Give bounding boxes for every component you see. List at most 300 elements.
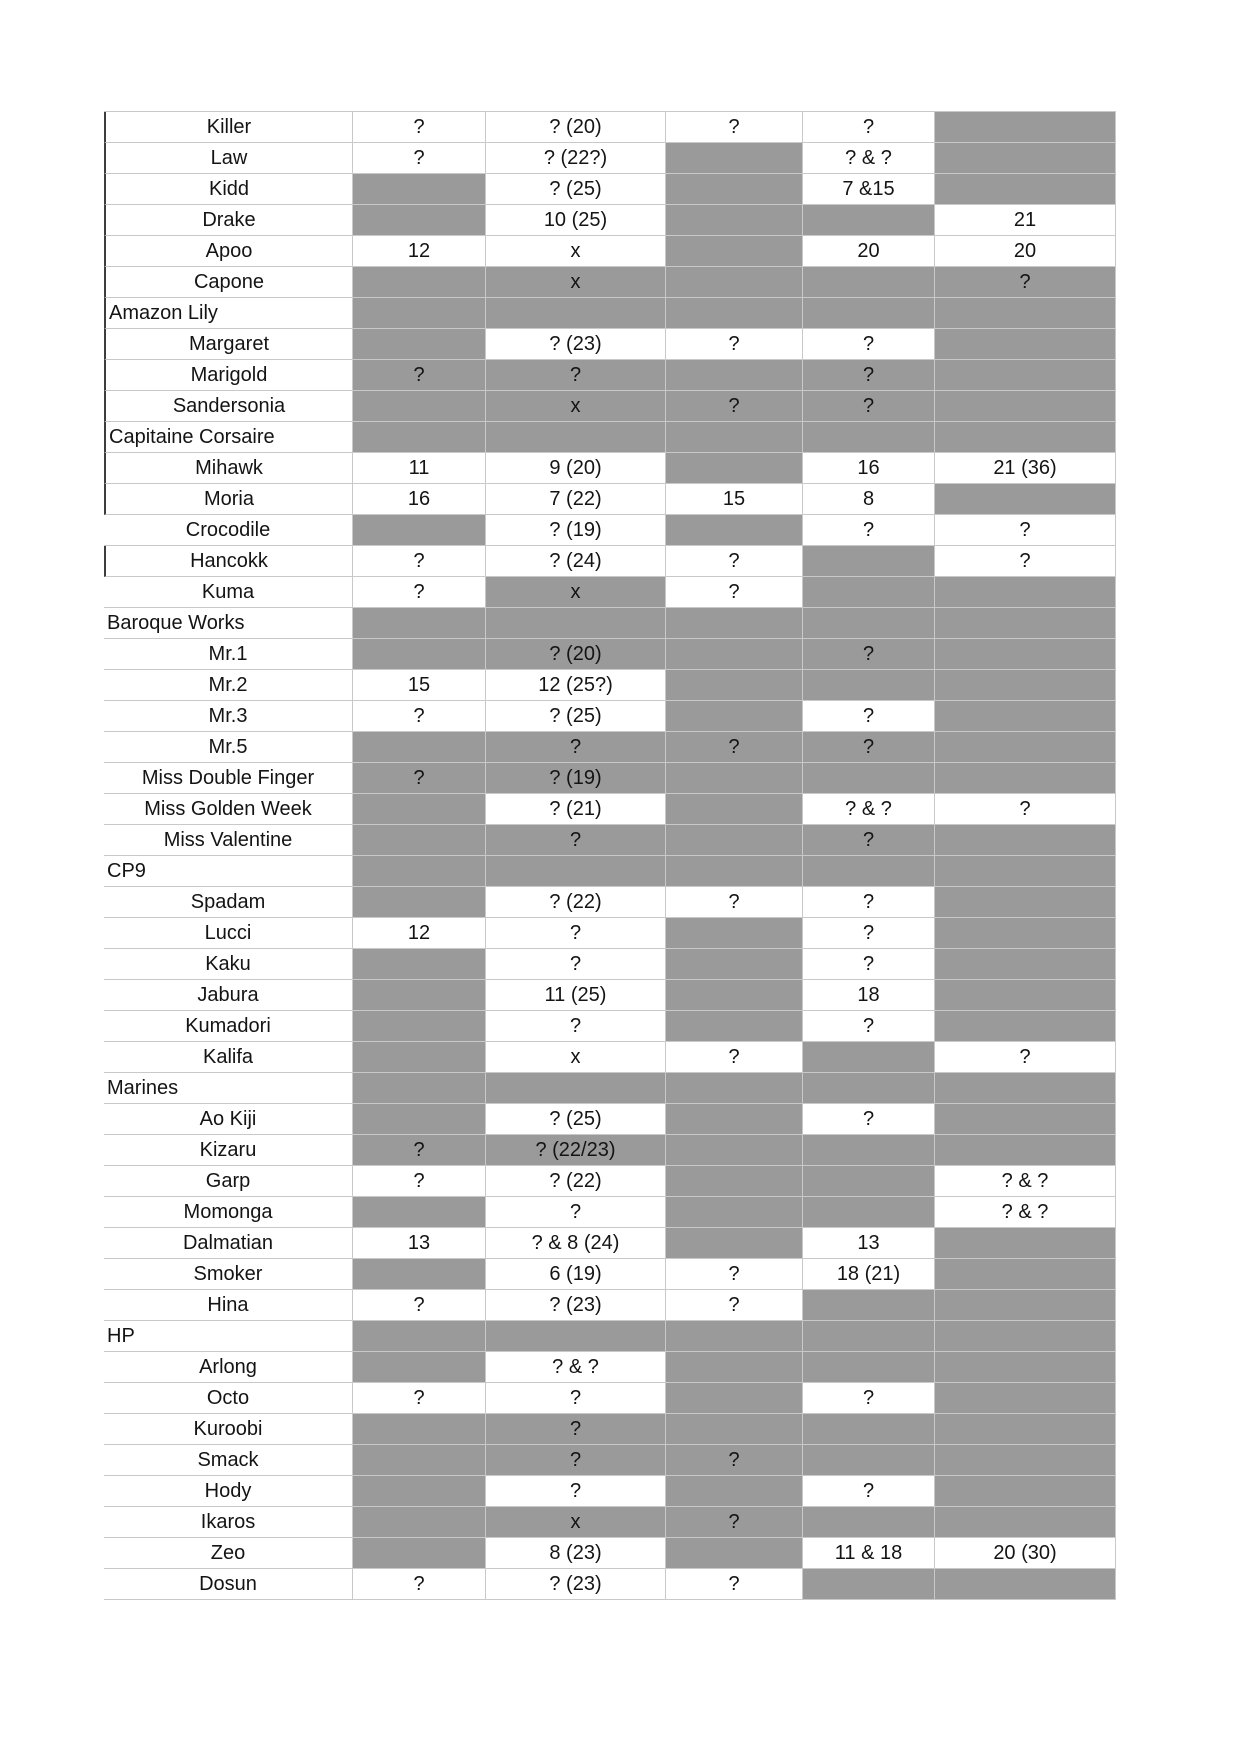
table-row [104, 825, 1116, 856]
group-header-cell[interactable]: Amazon Lily [104, 298, 353, 329]
value-cell[interactable] [353, 1073, 486, 1104]
value-cell[interactable] [803, 546, 935, 577]
value-cell[interactable] [935, 112, 1116, 143]
name-cell[interactable]: Hina [104, 1290, 353, 1321]
value-cell[interactable]: ? & ? [486, 1352, 666, 1383]
value-cell[interactable]: ? & ? [935, 1166, 1116, 1197]
value-cell[interactable]: ? [803, 639, 935, 670]
name-cell[interactable]: Mr.5 [104, 732, 353, 763]
name-cell[interactable]: Crocodile [104, 515, 353, 546]
name-cell[interactable]: Kuroobi [104, 1414, 353, 1445]
value-cell[interactable] [353, 856, 486, 887]
name-cell[interactable]: Sandersonia [104, 391, 353, 422]
value-cell[interactable]: ? [353, 112, 486, 143]
value-cell[interactable]: ? [935, 267, 1116, 298]
value-cell[interactable]: 11 (25) [486, 980, 666, 1011]
value-cell[interactable]: ? [935, 794, 1116, 825]
value-cell[interactable]: 15 [353, 670, 486, 701]
value-cell[interactable]: ? [803, 391, 935, 422]
value-cell[interactable] [666, 174, 803, 205]
value-cell[interactable]: ? [353, 1383, 486, 1414]
name-cell[interactable]: Kumadori [104, 1011, 353, 1042]
value-cell[interactable]: 8 (23) [486, 1538, 666, 1569]
value-cell[interactable] [803, 205, 935, 236]
value-cell[interactable] [666, 701, 803, 732]
value-cell[interactable]: ? [666, 577, 803, 608]
value-cell[interactable] [935, 391, 1116, 422]
value-cell[interactable]: ? (23) [486, 1569, 666, 1600]
value-cell[interactable] [353, 1414, 486, 1445]
value-cell[interactable]: ? [666, 732, 803, 763]
value-cell[interactable]: ? (22) [486, 1166, 666, 1197]
value-cell[interactable]: ? [803, 1383, 935, 1414]
value-cell[interactable]: 13 [803, 1228, 935, 1259]
table-row [104, 1228, 1116, 1259]
value-cell[interactable] [666, 794, 803, 825]
value-cell[interactable] [666, 143, 803, 174]
value-cell[interactable] [353, 267, 486, 298]
value-cell[interactable] [803, 608, 935, 639]
value-cell[interactable]: ? [666, 112, 803, 143]
value-cell[interactable] [486, 1073, 666, 1104]
value-cell[interactable] [666, 763, 803, 794]
value-cell[interactable] [935, 1507, 1116, 1538]
value-cell[interactable]: ? [803, 825, 935, 856]
group-header-cell[interactable]: Marines [104, 1073, 353, 1104]
table-row [104, 1476, 1116, 1507]
value-cell[interactable] [666, 949, 803, 980]
value-cell[interactable]: 20 [935, 236, 1116, 267]
value-cell[interactable] [935, 1104, 1116, 1135]
name-cell[interactable]: Garp [104, 1166, 353, 1197]
value-cell[interactable]: ? [353, 360, 486, 391]
value-cell[interactable]: ? (25) [486, 174, 666, 205]
value-cell[interactable]: ? [353, 1135, 486, 1166]
value-cell[interactable]: ? (23) [486, 1290, 666, 1321]
value-cell[interactable] [666, 1197, 803, 1228]
value-cell[interactable] [935, 1445, 1116, 1476]
value-cell[interactable] [935, 1259, 1116, 1290]
value-cell[interactable] [935, 1011, 1116, 1042]
group-header-cell[interactable]: Baroque Works [104, 608, 353, 639]
value-cell[interactable] [666, 360, 803, 391]
name-cell[interactable]: Kizaru [104, 1135, 353, 1166]
value-cell[interactable] [353, 887, 486, 918]
value-cell[interactable] [353, 1476, 486, 1507]
value-cell[interactable] [803, 1073, 935, 1104]
value-cell[interactable]: 18 [803, 980, 935, 1011]
value-cell[interactable] [666, 1011, 803, 1042]
value-cell[interactable] [935, 422, 1116, 453]
name-cell[interactable]: Smack [104, 1445, 353, 1476]
name-cell[interactable]: Hancokk [104, 546, 353, 577]
value-cell[interactable]: ? [666, 1507, 803, 1538]
value-cell[interactable] [935, 1321, 1116, 1352]
value-cell[interactable]: ? (22?) [486, 143, 666, 174]
value-cell[interactable] [935, 1228, 1116, 1259]
name-cell[interactable]: Mr.3 [104, 701, 353, 732]
name-cell[interactable]: Miss Valentine [104, 825, 353, 856]
value-cell[interactable]: ? (23) [486, 329, 666, 360]
value-cell[interactable]: 7 (22) [486, 484, 666, 515]
value-cell[interactable]: ? [486, 1383, 666, 1414]
value-cell[interactable] [666, 856, 803, 887]
name-cell[interactable]: Marigold [104, 360, 353, 391]
value-cell[interactable] [353, 422, 486, 453]
name-cell[interactable]: Jabura [104, 980, 353, 1011]
value-cell[interactable] [935, 577, 1116, 608]
value-cell[interactable] [353, 1104, 486, 1135]
value-cell[interactable] [353, 1445, 486, 1476]
value-cell[interactable]: 7 &15 [803, 174, 935, 205]
value-cell[interactable]: ? [803, 1011, 935, 1042]
value-cell[interactable] [353, 732, 486, 763]
value-cell[interactable]: ? [666, 1569, 803, 1600]
value-cell[interactable] [935, 298, 1116, 329]
value-cell[interactable]: ? (20) [486, 112, 666, 143]
value-cell[interactable] [803, 1290, 935, 1321]
value-cell[interactable]: ? (21) [486, 794, 666, 825]
value-cell[interactable] [935, 1135, 1116, 1166]
value-cell[interactable] [803, 1445, 935, 1476]
name-cell[interactable]: Dosun [104, 1569, 353, 1600]
value-cell[interactable] [666, 1135, 803, 1166]
value-cell[interactable] [353, 1538, 486, 1569]
value-cell[interactable]: ? [803, 1476, 935, 1507]
value-cell[interactable] [803, 1507, 935, 1538]
value-cell[interactable]: ? (22) [486, 887, 666, 918]
value-cell[interactable] [666, 1352, 803, 1383]
value-cell[interactable]: ? [666, 391, 803, 422]
value-cell[interactable]: ? & ? [803, 794, 935, 825]
value-cell[interactable] [935, 174, 1116, 205]
value-cell[interactable] [935, 1352, 1116, 1383]
value-cell[interactable]: ? [803, 112, 935, 143]
value-cell[interactable]: ? (25) [486, 1104, 666, 1135]
name-cell[interactable]: Ikaros [104, 1507, 353, 1538]
value-cell[interactable] [353, 639, 486, 670]
value-cell[interactable] [935, 918, 1116, 949]
table-row [104, 143, 1116, 174]
value-cell[interactable] [803, 1135, 935, 1166]
value-cell[interactable]: 20 [803, 236, 935, 267]
name-cell[interactable]: Smoker [104, 1259, 353, 1290]
value-cell[interactable] [803, 763, 935, 794]
value-cell[interactable]: ? [486, 918, 666, 949]
value-cell[interactable] [353, 949, 486, 980]
value-cell[interactable] [353, 1507, 486, 1538]
value-cell[interactable]: ? & ? [935, 1197, 1116, 1228]
value-cell[interactable]: ? [353, 763, 486, 794]
value-cell[interactable] [935, 732, 1116, 763]
value-cell[interactable] [353, 1197, 486, 1228]
value-cell[interactable]: ? [486, 1414, 666, 1445]
value-cell[interactable] [666, 422, 803, 453]
value-cell[interactable] [803, 670, 935, 701]
value-cell[interactable]: 8 [803, 484, 935, 515]
value-cell[interactable] [666, 918, 803, 949]
value-cell[interactable] [486, 608, 666, 639]
value-cell[interactable] [935, 701, 1116, 732]
name-cell[interactable]: Capone [104, 267, 353, 298]
value-cell[interactable] [666, 515, 803, 546]
value-cell[interactable] [935, 856, 1116, 887]
name-cell[interactable]: Drake [104, 205, 353, 236]
value-cell[interactable]: 12 (25?) [486, 670, 666, 701]
value-cell[interactable] [353, 608, 486, 639]
value-cell[interactable] [803, 298, 935, 329]
value-cell[interactable]: ? [666, 1290, 803, 1321]
name-cell[interactable]: Law [104, 143, 353, 174]
name-cell[interactable]: Mr.2 [104, 670, 353, 701]
value-cell[interactable]: 12 [353, 918, 486, 949]
name-cell[interactable]: Arlong [104, 1352, 353, 1383]
name-cell[interactable]: Killer [104, 112, 353, 143]
value-cell[interactable] [803, 1042, 935, 1073]
name-cell[interactable]: Apoo [104, 236, 353, 267]
value-cell[interactable]: ? [486, 825, 666, 856]
value-cell[interactable]: 9 (20) [486, 453, 666, 484]
value-cell[interactable] [666, 1073, 803, 1104]
value-cell[interactable]: x [486, 577, 666, 608]
value-cell[interactable] [353, 825, 486, 856]
value-cell[interactable]: ? [353, 701, 486, 732]
value-cell[interactable] [666, 205, 803, 236]
value-cell[interactable]: ? & 8 (24) [486, 1228, 666, 1259]
value-cell[interactable]: ? (19) [486, 763, 666, 794]
value-cell[interactable]: x [486, 391, 666, 422]
name-cell[interactable]: Mr.1 [104, 639, 353, 670]
value-cell[interactable] [486, 422, 666, 453]
value-cell[interactable]: ? [353, 577, 486, 608]
value-cell[interactable]: ? [666, 1042, 803, 1073]
name-cell[interactable]: Kaku [104, 949, 353, 980]
value-cell[interactable]: ? [803, 360, 935, 391]
value-cell[interactable] [353, 515, 486, 546]
value-cell[interactable] [666, 1321, 803, 1352]
value-cell[interactable]: ? [803, 918, 935, 949]
value-cell[interactable]: x [486, 1507, 666, 1538]
value-cell[interactable] [935, 825, 1116, 856]
table-row [104, 732, 1116, 763]
value-cell[interactable] [353, 329, 486, 360]
value-cell[interactable] [803, 1352, 935, 1383]
value-cell[interactable]: ? (22/23) [486, 1135, 666, 1166]
name-cell[interactable]: Moria [104, 484, 353, 515]
name-cell[interactable]: Ao Kiji [104, 1104, 353, 1135]
name-cell[interactable]: Momonga [104, 1197, 353, 1228]
table-row [104, 1538, 1116, 1569]
value-cell[interactable] [353, 174, 486, 205]
value-cell[interactable] [803, 577, 935, 608]
table-row [104, 701, 1116, 732]
value-cell[interactable] [935, 360, 1116, 391]
value-cell[interactable] [935, 1414, 1116, 1445]
value-cell[interactable] [353, 980, 486, 1011]
value-cell[interactable] [935, 608, 1116, 639]
value-cell[interactable]: ? [486, 360, 666, 391]
value-cell[interactable]: 20 (30) [935, 1538, 1116, 1569]
name-cell[interactable]: Margaret [104, 329, 353, 360]
table-row [104, 112, 1116, 143]
value-cell[interactable]: ? [935, 515, 1116, 546]
value-cell[interactable] [935, 1383, 1116, 1414]
name-cell[interactable]: Kalifa [104, 1042, 353, 1073]
value-cell[interactable]: ? [486, 732, 666, 763]
value-cell[interactable]: 12 [353, 236, 486, 267]
value-cell[interactable] [803, 1197, 935, 1228]
value-cell[interactable] [935, 1569, 1116, 1600]
value-cell[interactable] [666, 670, 803, 701]
value-cell[interactable]: 11 [353, 453, 486, 484]
value-cell[interactable]: ? [666, 1259, 803, 1290]
value-cell[interactable] [935, 329, 1116, 360]
value-cell[interactable] [666, 1538, 803, 1569]
value-cell[interactable]: ? (20) [486, 639, 666, 670]
value-cell[interactable]: ? [353, 143, 486, 174]
value-cell[interactable] [666, 608, 803, 639]
value-cell[interactable] [666, 267, 803, 298]
table-row [104, 887, 1116, 918]
group-header-cell[interactable]: Capitaine Corsaire [104, 422, 353, 453]
value-cell[interactable]: 18 (21) [803, 1259, 935, 1290]
value-cell[interactable]: 15 [666, 484, 803, 515]
value-cell[interactable]: ? [353, 1290, 486, 1321]
value-cell[interactable]: ? [486, 1197, 666, 1228]
value-cell[interactable] [666, 1476, 803, 1507]
name-cell[interactable]: Kuma [104, 577, 353, 608]
value-cell[interactable] [935, 763, 1116, 794]
value-cell[interactable]: x [486, 236, 666, 267]
value-cell[interactable]: ? [803, 732, 935, 763]
value-cell[interactable] [666, 825, 803, 856]
value-cell[interactable]: ? [803, 887, 935, 918]
value-cell[interactable]: ? [803, 949, 935, 980]
value-cell[interactable]: x [486, 1042, 666, 1073]
value-cell[interactable]: ? (19) [486, 515, 666, 546]
value-cell[interactable]: ? [935, 1042, 1116, 1073]
value-cell[interactable] [935, 1073, 1116, 1104]
value-cell[interactable]: x [486, 267, 666, 298]
value-cell[interactable] [666, 980, 803, 1011]
group-header-cell[interactable]: HP [104, 1321, 353, 1352]
value-cell[interactable]: ? [353, 1166, 486, 1197]
value-cell[interactable]: ? [666, 546, 803, 577]
value-cell[interactable]: ? [486, 949, 666, 980]
table-row [104, 577, 1116, 608]
value-cell[interactable]: 21 (36) [935, 453, 1116, 484]
value-cell[interactable] [353, 1321, 486, 1352]
value-cell[interactable] [486, 298, 666, 329]
value-cell[interactable]: ? [803, 1104, 935, 1135]
value-cell[interactable] [486, 1321, 666, 1352]
value-cell[interactable] [935, 980, 1116, 1011]
value-cell[interactable] [353, 1011, 486, 1042]
table-row [104, 1166, 1116, 1197]
value-cell[interactable]: ? (24) [486, 546, 666, 577]
value-cell[interactable]: ? (25) [486, 701, 666, 732]
value-cell[interactable] [353, 205, 486, 236]
value-cell[interactable] [803, 267, 935, 298]
value-cell[interactable] [803, 1166, 935, 1197]
value-cell[interactable] [666, 236, 803, 267]
value-cell[interactable]: ? [666, 329, 803, 360]
value-cell[interactable] [935, 639, 1116, 670]
value-cell[interactable]: ? [803, 515, 935, 546]
value-cell[interactable]: 10 (25) [486, 205, 666, 236]
value-cell[interactable]: ? [353, 546, 486, 577]
value-cell[interactable] [803, 1569, 935, 1600]
value-cell[interactable] [935, 887, 1116, 918]
name-cell[interactable]: Miss Double Finger [104, 763, 353, 794]
value-cell[interactable]: ? [666, 887, 803, 918]
value-cell[interactable]: ? [803, 329, 935, 360]
value-cell[interactable] [353, 1042, 486, 1073]
name-cell[interactable]: Hody [104, 1476, 353, 1507]
value-cell[interactable] [353, 794, 486, 825]
value-cell[interactable] [666, 1228, 803, 1259]
value-cell[interactable]: 21 [935, 205, 1116, 236]
value-cell[interactable] [666, 298, 803, 329]
value-cell[interactable]: ? [486, 1476, 666, 1507]
value-cell[interactable] [935, 670, 1116, 701]
table-row [104, 422, 1116, 453]
value-cell[interactable]: ? [353, 1569, 486, 1600]
name-cell[interactable]: Kidd [104, 174, 353, 205]
value-cell[interactable] [935, 949, 1116, 980]
value-cell[interactable]: 16 [353, 484, 486, 515]
value-cell[interactable] [666, 453, 803, 484]
value-cell[interactable]: ? [486, 1445, 666, 1476]
value-cell[interactable] [486, 856, 666, 887]
value-cell[interactable] [353, 1259, 486, 1290]
value-cell[interactable] [935, 1476, 1116, 1507]
value-cell[interactable]: ? [486, 1011, 666, 1042]
value-cell[interactable] [666, 1383, 803, 1414]
value-cell[interactable] [935, 143, 1116, 174]
value-cell[interactable]: 13 [353, 1228, 486, 1259]
value-cell[interactable]: 11 & 18 [803, 1538, 935, 1569]
name-cell[interactable]: Miss Golden Week [104, 794, 353, 825]
value-cell[interactable] [803, 856, 935, 887]
name-cell[interactable]: Lucci [104, 918, 353, 949]
value-cell[interactable] [935, 1290, 1116, 1321]
value-cell[interactable] [666, 1166, 803, 1197]
value-cell[interactable]: ? [803, 701, 935, 732]
value-cell[interactable] [353, 298, 486, 329]
value-cell[interactable] [353, 1352, 486, 1383]
name-cell[interactable]: Zeo [104, 1538, 353, 1569]
value-cell[interactable] [803, 422, 935, 453]
name-cell[interactable]: Octo [104, 1383, 353, 1414]
value-cell[interactable]: ? & ? [803, 143, 935, 174]
value-cell[interactable]: 16 [803, 453, 935, 484]
name-cell[interactable]: Dalmatian [104, 1228, 353, 1259]
value-cell[interactable] [803, 1414, 935, 1445]
group-header-cell[interactable]: CP9 [104, 856, 353, 887]
name-cell[interactable]: Spadam [104, 887, 353, 918]
name-cell[interactable]: Mihawk [104, 453, 353, 484]
value-cell[interactable] [353, 391, 486, 422]
value-cell[interactable]: ? [666, 1445, 803, 1476]
value-cell[interactable]: ? [935, 546, 1116, 577]
value-cell[interactable] [803, 1321, 935, 1352]
value-cell[interactable] [935, 484, 1116, 515]
value-cell[interactable]: 6 (19) [486, 1259, 666, 1290]
value-cell[interactable] [666, 639, 803, 670]
value-cell[interactable] [666, 1104, 803, 1135]
value-cell[interactable] [666, 1414, 803, 1445]
